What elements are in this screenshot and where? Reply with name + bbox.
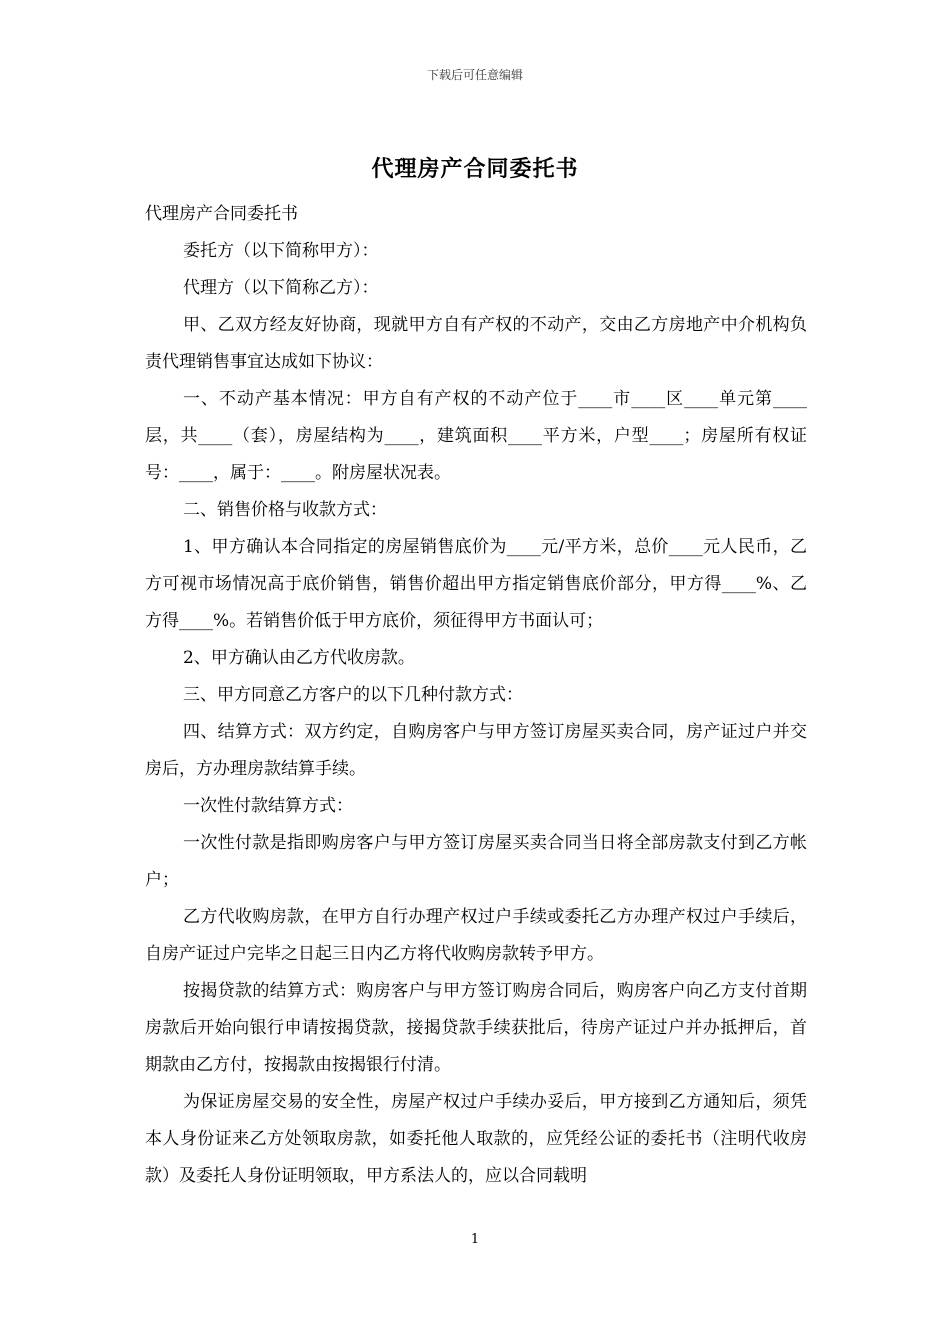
paragraph-settlement: 四、结算方式：双方约定，自购房客户与甲方签订房屋买卖合同，房产证过户并交房后，方办理房款结算手续。 bbox=[145, 722, 807, 779]
paragraph-lump-sum-heading: 一次性付款结算方式： bbox=[183, 796, 353, 816]
paragraph-price-heading: 二、销售价格与收款方式： bbox=[183, 500, 387, 520]
paragraph-lump-sum-definition: 一次性付款是指即购房客户与甲方签订房屋买卖合同当日将全部房款支付到乙方帐户； bbox=[145, 833, 807, 890]
paragraph-preamble: 甲、乙双方经友好协商，现就甲方自有产权的不动产，交由乙方房地产中介机构负责代理销售事宜达成如下协议： bbox=[145, 315, 807, 372]
paragraph-security: 为保证房屋交易的安全性，房屋产权过户手续办妥后，甲方接到乙方通知后，须凭本人身份证来乙方处领取房款，如委托他人取款的，应凭经公证的委托书（注明代收房款）及委托人身份证明领取，甲方系法人的，应以合同载明 bbox=[145, 1092, 807, 1186]
document-body bbox=[145, 196, 807, 1195]
paragraph-price-clause-1: 1、甲方确认本合同指定的房屋销售底价为____元/平方米，总价____元人民币，乙方可视市场情况高于底价销售，销售价超出甲方指定销售底价部分，甲方得____%、乙方得____%。若销售价低于甲方底价，须征得甲方书面认可； bbox=[145, 537, 807, 631]
document-title: 代理房产合同委托书 bbox=[371, 156, 579, 182]
paragraph-price-clause-2: 2、甲方确认由乙方代收房款。 bbox=[183, 648, 415, 668]
page-number: 1 bbox=[470, 1232, 480, 1247]
paragraph-doc-name: 代理房产合同委托书 bbox=[145, 204, 298, 224]
page-header-note: 下载后可任意编辑 bbox=[426, 68, 523, 82]
paragraph-principal: 委托方（以下简称甲方）： bbox=[183, 241, 379, 261]
paragraph-agent: 代理方（以下简称乙方）： bbox=[183, 278, 379, 298]
paragraph-payment-methods: 三、甲方同意乙方客户的以下几种付款方式： bbox=[183, 685, 523, 705]
paragraph-lump-sum-transfer: 乙方代收购房款，在甲方自行办理产权过户手续或委托乙方办理产权过户手续后，自房产证过户完毕之日起三日内乙方将代收购房款转予甲方。 bbox=[145, 907, 807, 964]
paragraph-property-info: 一、不动产基本情况：甲方自有产权的不动产位于____市____区____单元第____层，共____（套），房屋结构为____，建筑面积____平方米，户型____；房屋所有权证号：____，属于：____。附房屋状况表。 bbox=[145, 389, 807, 483]
paragraph-mortgage-settlement: 按揭贷款的结算方式：购房客户与甲方签订购房合同后，购房客户向乙方支付首期房款后开始向银行申请按揭贷款，接揭贷款手续获批后，待房产证过户并办抵押后，首期款由乙方付，按揭款由按揭银行付清。 bbox=[145, 981, 807, 1075]
